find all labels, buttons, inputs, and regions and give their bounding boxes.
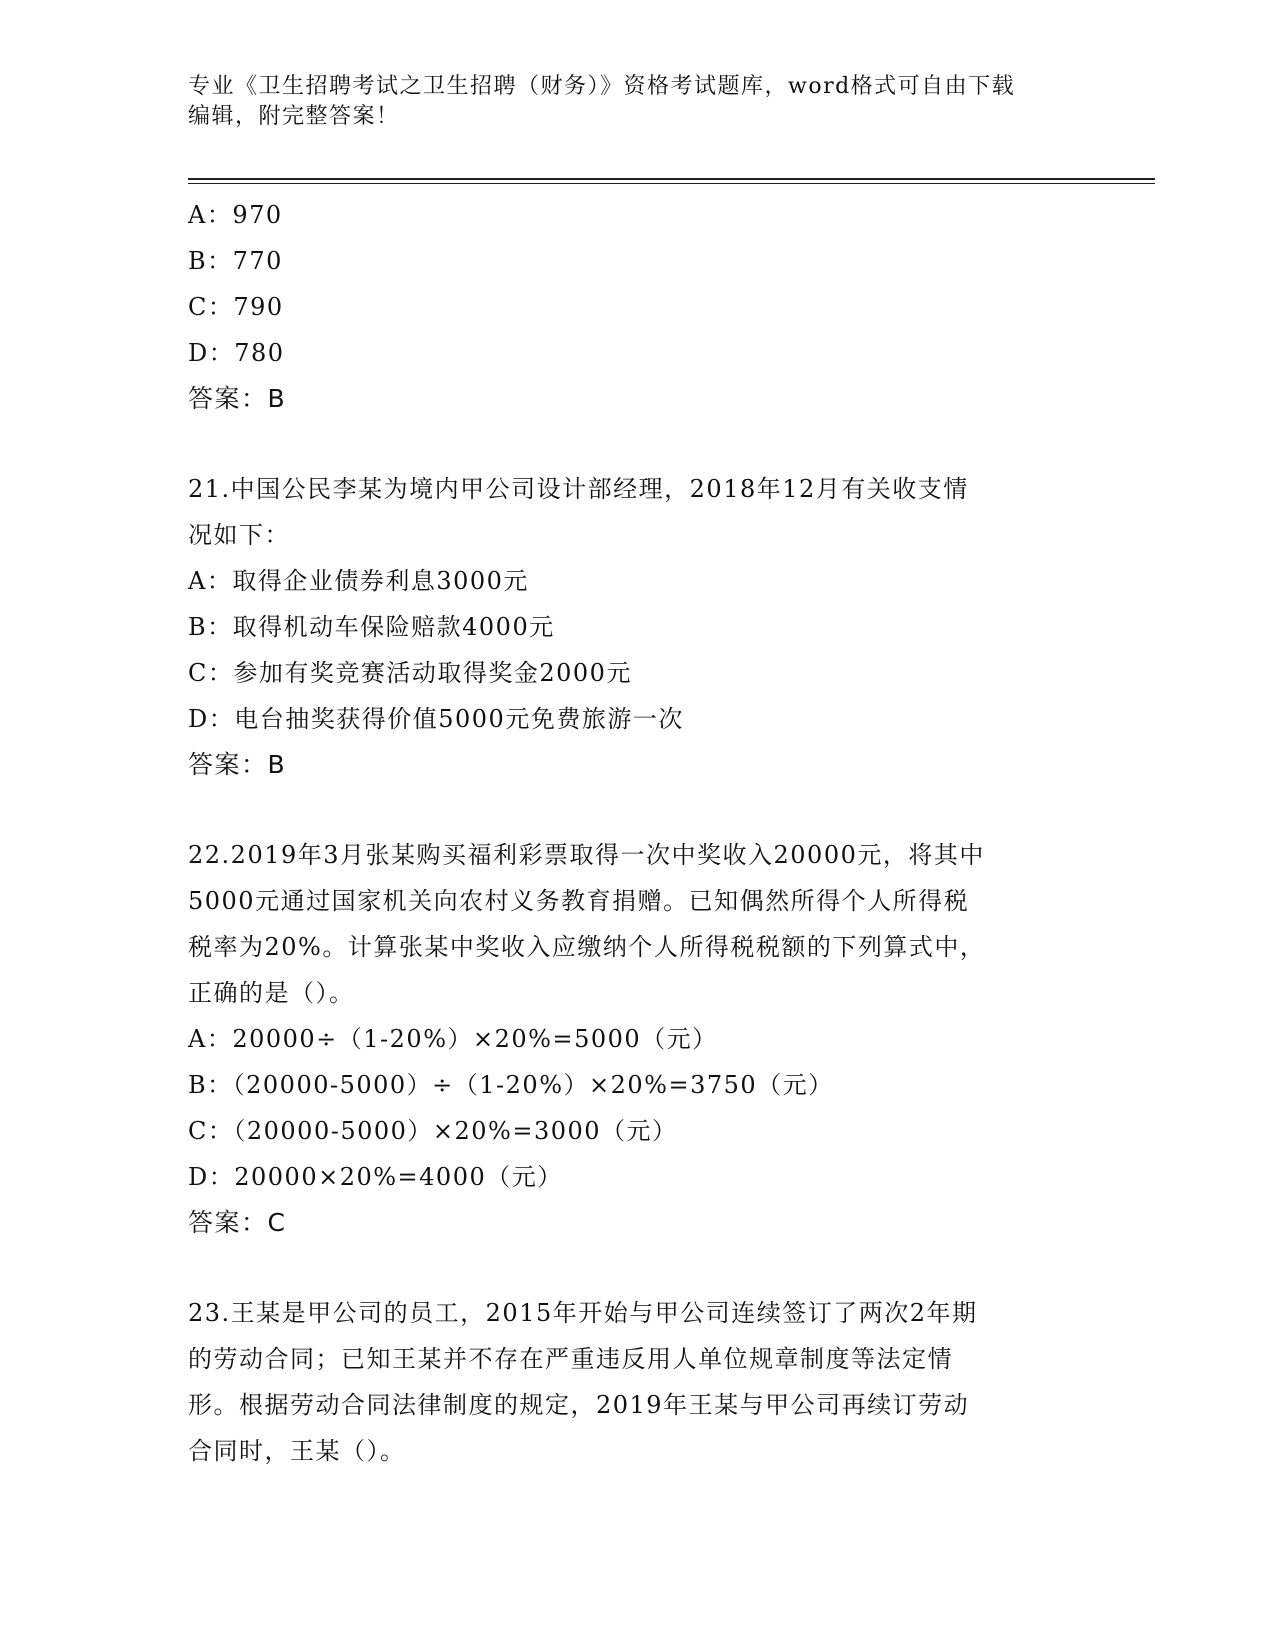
option-b: B：（20000-5000）÷（1-20%）×20%=3750（元）	[188, 1071, 834, 1099]
question-text-line: 5000元通过国家机关向农村义务教育捐赠。已知偶然所得个人所得税	[188, 887, 970, 915]
header-line-2: 编辑，附完整答案！	[188, 104, 400, 129]
option-a: A：取得企业债券利息3000元	[188, 567, 529, 595]
option-c: C：790	[188, 293, 284, 321]
page-header	[188, 72, 1088, 132]
question-text-line: 正确的是（）。	[188, 979, 355, 1007]
option-c: C：参加有奖竞赛活动取得奖金2000元	[188, 659, 632, 687]
question-text-line: 况如下：	[188, 521, 290, 549]
question-text-line: 形。根据劳动合同法律制度的规定，2019年王某与甲公司再续订劳动	[188, 1391, 970, 1419]
question-text-line: 23.王某是甲公司的员工，2015年开始与甲公司连续签订了两次2年期	[188, 1299, 978, 1327]
question-text-line: 税率为20%。计算张某中奖收入应缴纳个人所得税税额的下列算式中，	[188, 933, 986, 961]
header-rule-thick	[188, 178, 1155, 180]
question-text-line: 22.2019年3月张某购买福利彩票取得一次中奖收入20000元，将其中	[188, 841, 985, 869]
option-d: D：电台抽奖获得价值5000元免费旅游一次	[188, 705, 684, 733]
spacer	[188, 788, 1088, 832]
option-c: C：（20000-5000）×20%=3000（元）	[188, 1117, 678, 1145]
option-a: A：970	[188, 201, 283, 229]
question-content	[188, 192, 1088, 1474]
option-d: D：780	[188, 339, 285, 367]
header-rule-thin	[188, 183, 1155, 184]
option-b: B：770	[188, 247, 283, 275]
answer-line: 答案：B	[188, 384, 287, 413]
question-text-line: 的劳动合同；已知王某并不存在严重违反用人单位规章制度等法定情	[188, 1345, 953, 1373]
answer-line: 答案：C	[188, 1208, 287, 1237]
question-text-line: 21.中国公民李某为境内甲公司设计部经理，2018年12月有关收支情	[188, 475, 969, 503]
option-d: D：20000×20%=4000（元）	[188, 1163, 563, 1191]
spacer	[188, 1246, 1088, 1290]
question-22-block	[188, 832, 1088, 1246]
spacer	[188, 422, 1088, 466]
option-b: B：取得机动车保险赔款4000元	[188, 613, 555, 641]
question-23-block	[188, 1290, 1088, 1474]
answer-line: 答案：B	[188, 750, 287, 779]
option-a: A：20000÷（1-20%）×20%=5000（元）	[188, 1025, 718, 1053]
header-line-1: 专业《卫生招聘考试之卫生招聘（财务）》资格考试题库，word格式可自由下载	[188, 74, 1016, 99]
prev-question-block	[188, 192, 1088, 422]
question-21-block	[188, 466, 1088, 788]
question-text-line: 合同时，王某（）。	[188, 1437, 406, 1465]
